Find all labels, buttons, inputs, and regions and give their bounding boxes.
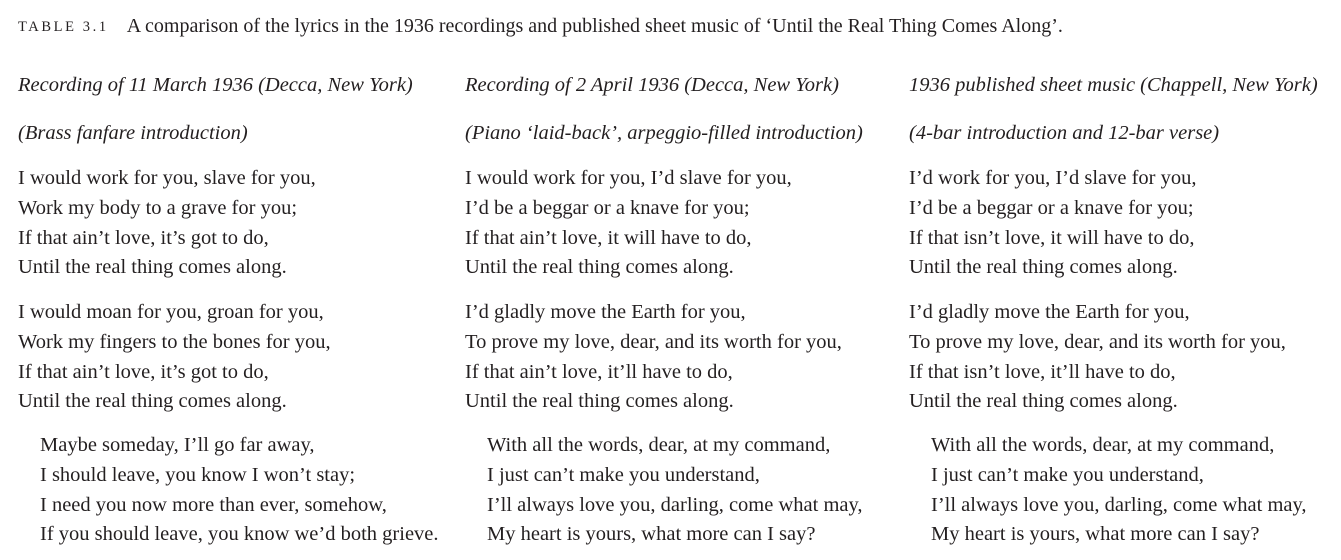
lyric-line: I would work for you, I’d slave for you, <box>465 167 792 189</box>
lyric-line: Until the real thing comes along. <box>465 390 734 413</box>
lyric-line: Work my body to a grave for you; <box>18 196 298 219</box>
column-heading: Recording of 11 March 1936 (Decca, New York) <box>18 74 413 96</box>
stanza-2 <box>909 298 1286 417</box>
column-heading: 1936 published sheet music (Chappell, New York) <box>909 74 1318 96</box>
stanza-2 <box>465 298 842 417</box>
lyric-line: To prove my love, dear, and its worth for you, <box>465 330 842 353</box>
lyric-line: I’d be a beggar or a knave for you; <box>465 196 750 219</box>
table-label: TABLE 3.1 <box>18 19 109 35</box>
lyric-line: I would moan for you, groan for you, <box>18 301 324 323</box>
lyric-line: If that isn’t love, it will have to do, <box>909 226 1195 249</box>
caption-text: A comparison of the lyrics in the 1936 recordings and published sheet music of ‘Until the Real Thing Comes Along’. <box>126 15 1063 37</box>
lyric-line: If that ain’t love, it’s got to do, <box>18 226 269 249</box>
stanza-3 <box>40 431 439 550</box>
lyric-line: I’ll always love you, darling, come what may, <box>931 493 1307 516</box>
table-caption <box>18 13 1063 40</box>
lyric-line: To prove my love, dear, and its worth for you, <box>909 330 1286 353</box>
lyric-line: I’d work for you, I’d slave for you, <box>909 167 1197 189</box>
stanza-2 <box>18 298 331 417</box>
lyric-line: I’ll always love you, darling, come what may, <box>487 493 863 516</box>
stanza-1 <box>465 164 792 283</box>
lyric-line: With all the words, dear, at my command, <box>487 434 831 456</box>
stanza-1 <box>909 164 1197 283</box>
lyric-line: Until the real thing comes along. <box>909 390 1178 413</box>
lyric-line: I should leave, you know I won’t stay; <box>40 463 356 486</box>
lyric-line: Maybe someday, I’ll go far away, <box>40 434 315 456</box>
lyric-line: If that ain’t love, it’s got to do, <box>18 360 269 383</box>
lyric-line: Until the real thing comes along. <box>465 256 734 279</box>
lyric-line: My heart is yours, what more can I say? <box>487 523 816 546</box>
column-intro: (4-bar introduction and 12-bar verse) <box>909 122 1220 144</box>
lyric-line: I just can’t make you understand, <box>931 463 1204 486</box>
column-intro: (Brass fanfare introduction) <box>18 122 248 144</box>
lyric-line: I just can’t make you understand, <box>487 463 760 486</box>
lyric-line: Until the real thing comes along. <box>18 256 287 279</box>
lyric-line: If you should leave, you know we’d both grieve. <box>40 523 439 546</box>
lyric-line: I’d be a beggar or a knave for you; <box>909 196 1194 219</box>
stanza-1 <box>18 164 316 283</box>
lyric-line: If that ain’t love, it’ll have to do, <box>465 360 733 383</box>
column-intro: (Piano ‘laid-back’, arpeggio-filled introduction) <box>465 122 863 144</box>
lyric-line: Work my fingers to the bones for you, <box>18 330 331 353</box>
lyric-line: Until the real thing comes along. <box>909 256 1178 279</box>
stanza-3 <box>931 431 1307 550</box>
lyric-line: If that isn’t love, it’ll have to do, <box>909 360 1176 383</box>
lyric-line: I need you now more than ever, somehow, <box>40 493 387 516</box>
column-heading: Recording of 2 April 1936 (Decca, New York) <box>465 74 839 96</box>
lyric-line: If that ain’t love, it will have to do, <box>465 226 752 249</box>
stanza-3 <box>487 431 863 550</box>
lyric-line: Until the real thing comes along. <box>18 390 287 413</box>
lyric-line: My heart is yours, what more can I say? <box>931 523 1260 546</box>
lyric-line: I’d gladly move the Earth for you, <box>465 301 746 323</box>
lyric-line: With all the words, dear, at my command, <box>931 434 1275 456</box>
lyric-line: I would work for you, slave for you, <box>18 167 316 189</box>
lyric-line: I’d gladly move the Earth for you, <box>909 301 1190 323</box>
